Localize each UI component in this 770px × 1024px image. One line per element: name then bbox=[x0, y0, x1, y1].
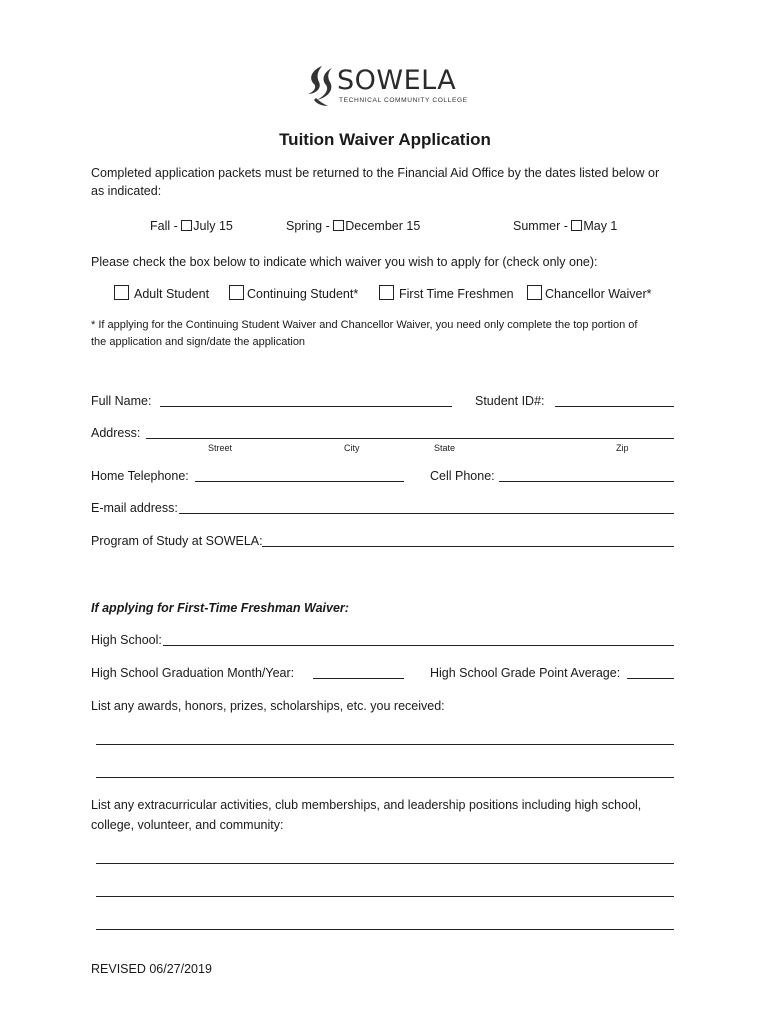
high-school-label: High School: bbox=[91, 633, 162, 647]
gpa-label: High School Grade Point Average: bbox=[430, 666, 621, 680]
continuing-student-checkbox[interactable] bbox=[229, 285, 244, 300]
full-name-field[interactable] bbox=[160, 406, 452, 407]
high-school-field[interactable] bbox=[163, 645, 674, 646]
waiver-note-line2: the application and sign/date the application bbox=[91, 336, 306, 348]
intro-text-line2: as indicated: bbox=[91, 184, 162, 198]
awards-line-1[interactable] bbox=[96, 744, 674, 745]
deadline-summer bbox=[513, 220, 617, 233]
freshman-section-heading: If applying for First-Time Freshman Waiver: bbox=[91, 601, 349, 615]
deadline-spring bbox=[286, 220, 420, 233]
college-logo bbox=[302, 64, 477, 108]
page-title: Tuition Waiver Application bbox=[279, 130, 491, 149]
student-id-label: Student ID#: bbox=[475, 394, 545, 408]
home-telephone-label: Home Telephone: bbox=[91, 469, 189, 483]
awards-prompt: List any awards, honors, prizes, scholarships, etc. you received: bbox=[91, 699, 445, 713]
address-city-caption: City bbox=[344, 443, 360, 453]
deadline-fall-label: Fall - bbox=[150, 219, 182, 233]
activities-prompt-line2: college, volunteer, and community: bbox=[91, 818, 284, 832]
full-name-label: Full Name: bbox=[91, 394, 152, 408]
fall-checkbox[interactable] bbox=[181, 220, 192, 231]
waiver-note-line1: * If applying for the Continuing Student Waiver and Chancellor Waiver, you need only complete the top portion of bbox=[91, 319, 638, 331]
sowela-flame-icon bbox=[302, 64, 338, 108]
cell-phone-field[interactable] bbox=[499, 481, 674, 482]
deadline-spring-label: Spring - bbox=[286, 219, 334, 233]
home-telephone-field[interactable] bbox=[195, 481, 404, 482]
deadline-fall-date: July 15 bbox=[193, 219, 233, 233]
spring-checkbox[interactable] bbox=[333, 220, 344, 231]
first-time-freshmen-label: First Time Freshmen bbox=[399, 287, 514, 301]
email-field[interactable] bbox=[179, 513, 674, 514]
address-zip-caption: Zip bbox=[616, 443, 629, 453]
waiver-instruction: Please check the box below to indicate which waiver you wish to apply for (check only one): bbox=[91, 255, 598, 269]
email-label: E-mail address: bbox=[91, 501, 178, 515]
adult-student-label: Adult Student bbox=[134, 287, 210, 301]
cell-phone-label: Cell Phone: bbox=[430, 469, 495, 483]
logo-subtitle: TECHNICAL COMMUNITY COLLEGE bbox=[339, 97, 468, 104]
activities-line-2[interactable] bbox=[96, 896, 674, 897]
graduation-date-label: High School Graduation Month/Year: bbox=[91, 666, 295, 680]
activities-line-1[interactable] bbox=[96, 863, 674, 864]
address-field[interactable] bbox=[146, 438, 674, 439]
revision-date: REVISED 06/27/2019 bbox=[91, 962, 212, 976]
address-label: Address: bbox=[91, 426, 141, 440]
activities-prompt-line1: List any extracurricular activities, club memberships, and leadership positions including high school, bbox=[91, 798, 642, 812]
continuing-student-label: Continuing Student* bbox=[247, 287, 359, 301]
student-id-field[interactable] bbox=[555, 406, 674, 407]
graduation-date-field[interactable] bbox=[313, 678, 404, 679]
deadline-summer-date: May 1 bbox=[583, 219, 618, 233]
chancellor-waiver-checkbox[interactable] bbox=[527, 285, 542, 300]
address-street-caption: Street bbox=[208, 443, 233, 453]
program-of-study-field[interactable] bbox=[262, 546, 674, 547]
awards-line-2[interactable] bbox=[96, 777, 674, 778]
activities-line-3[interactable] bbox=[96, 929, 674, 930]
chancellor-waiver-label: Chancellor Waiver* bbox=[545, 287, 652, 301]
gpa-field[interactable] bbox=[627, 678, 674, 679]
deadline-spring-date: December 15 bbox=[345, 219, 421, 233]
adult-student-checkbox[interactable] bbox=[114, 285, 129, 300]
deadline-summer-label: Summer - bbox=[513, 219, 572, 233]
intro-text-line1: Completed application packets must be returned to the Financial Aid Office by the dates listed below or bbox=[91, 166, 660, 180]
summer-checkbox[interactable] bbox=[571, 220, 582, 231]
logo-wordmark: SOWELA bbox=[337, 65, 457, 96]
program-of-study-label: Program of Study at SOWELA: bbox=[91, 534, 263, 548]
address-state-caption: State bbox=[434, 443, 456, 453]
first-time-freshmen-checkbox[interactable] bbox=[379, 285, 394, 300]
deadline-fall bbox=[150, 220, 233, 233]
